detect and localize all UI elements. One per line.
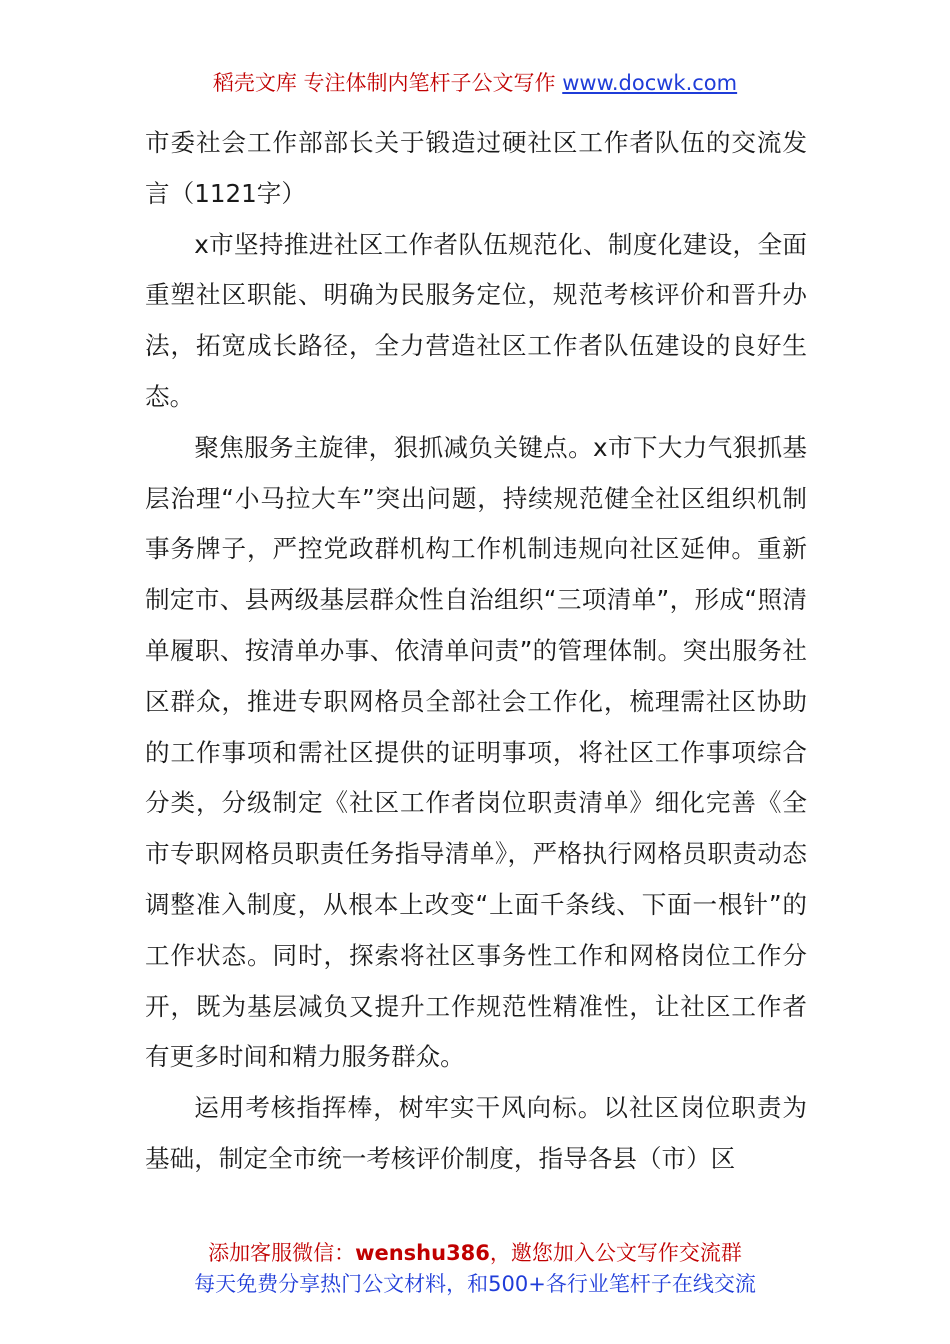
promo-footer: [0, 1238, 950, 1300]
paragraph-2: 聚焦服务主旋律，狠抓减负关键点。x市下大力气狠抓基层治理“小马拉大车”突出问题，持续规范健全社区组织机制事务牌子，严控党政群机构工作机制违规向社区延伸。重新制定市、县两级基层群众性自治组织“三项清单”，形成“照清单履职、按清单办事、依清单问责”的管理体制。突出服务社区群众，推进专职网格员全部社会工作化，梳理需社区协助的工作事项和需社区提供的证明事项，将社区工作事项综合分类，分级制定《社区工作者岗位职责清单》细化完善《全市专职网格员职责任务指导清单》，严格执行网格员职责动态调整准入制度，从根本上改变“上面千条线、下面一根针”的工作状态。同时，探索将社区事务性工作和网格岗位工作分开，既为基层减负又提升工作规范性精准性，让社区工作者有更多时间和精力服务群众。: [145, 432, 807, 1072]
footer-line-1: [0, 1238, 950, 1269]
paragraph-3: 运用考核指挥棒，树牢实干风向标。以社区岗位职责为基础，制定全市统一考核评价制度，指导各县（市）区: [145, 1093, 807, 1173]
brand-text: 稻壳文库 专注体制内笔杆子公文写作: [212, 71, 556, 95]
footer-prefix: 添加客服微信：: [208, 1241, 356, 1265]
document-title: 市委社会工作部部长关于锻造过硬社区工作者队伍的交流发言（1121字）: [145, 128, 807, 208]
wechat-id: wenshu386: [355, 1241, 490, 1265]
document-body: [145, 118, 807, 1185]
paragraph-1: x市坚持推进社区工作者队伍规范化、制度化建设，全面重塑社区职能、明确为民服务定位，规范考核评价和晋升办法，拓宽成长路径，全力营造社区工作者队伍建设的良好生态。: [145, 229, 807, 411]
watermark-header: [0, 68, 950, 98]
footer-suffix: ，邀您加入公文写作交流群: [489, 1241, 742, 1265]
footer-line-2: 每天免费分享热门公文材料，和500+各行业笔杆子在线交流: [194, 1272, 756, 1296]
site-link[interactable]: www.docwk.com: [562, 71, 738, 95]
